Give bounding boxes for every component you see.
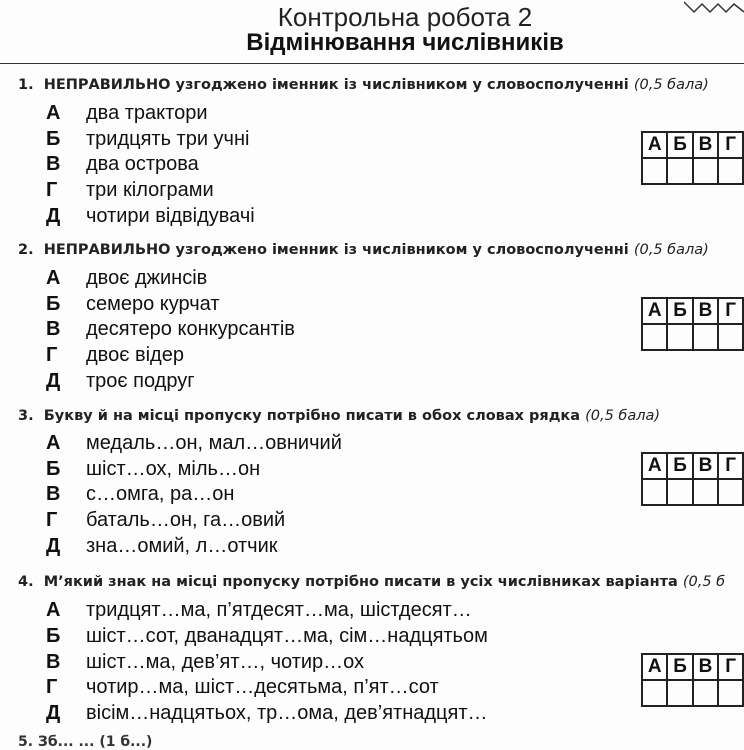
option-text: семеро курчат: [86, 293, 220, 315]
question-text: НЕПРАВИЛЬНО узгоджено іменник із числівником у словосполученні: [43, 242, 629, 258]
decorative-shape-icon: [684, 0, 744, 14]
option-letter: В: [46, 318, 61, 340]
page-subtitle: Відмінювання числівників: [246, 29, 564, 56]
answer-grid: [641, 452, 744, 506]
answer-cell-h[interactable]: [718, 324, 743, 350]
answer-cell-a[interactable]: [642, 680, 667, 706]
grid-header-b: Б: [667, 298, 692, 324]
grid-header-a: А: [642, 654, 667, 680]
option-letter: Б: [46, 458, 61, 480]
option-text: два трактори: [86, 102, 208, 124]
option-text: медаль…он, мал…овничий: [86, 432, 342, 454]
option-text: шіст…ох, міль…он: [86, 458, 261, 480]
option-letter: Б: [46, 293, 61, 315]
header-divider: [0, 63, 744, 64]
option-letter: Г: [46, 676, 58, 698]
option-letter: А: [46, 432, 61, 454]
option-text: двоє джинсів: [86, 267, 208, 289]
option-letter: А: [46, 102, 61, 124]
option-letter: Б: [46, 128, 61, 150]
question-points: (0,5 бала): [585, 408, 661, 424]
grid-header-v: В: [693, 132, 718, 158]
answer-cell-b[interactable]: [667, 680, 692, 706]
option-text: тридцять три учні: [86, 128, 250, 150]
grid-header-h: Г: [718, 453, 743, 479]
grid-header-b: Б: [667, 453, 692, 479]
option-letter: Г: [46, 344, 58, 366]
grid-header-a: А: [642, 453, 667, 479]
question-points: (0,5 бала): [633, 242, 709, 258]
question-prompt: [18, 574, 725, 590]
answer-grid: [641, 653, 744, 707]
question-prompt: [18, 408, 660, 424]
grid-header-b: Б: [667, 132, 692, 158]
answer-cell-v[interactable]: [693, 324, 718, 350]
answer-cell-b[interactable]: [667, 158, 692, 184]
option-letter: Д: [46, 702, 61, 724]
question-number: 4.: [18, 574, 34, 590]
option-text: десятеро конкурсантів: [86, 318, 295, 340]
grid-header-h: Г: [718, 132, 743, 158]
option-letter: Д: [46, 370, 61, 392]
question-prompt: [18, 242, 709, 258]
question-number: 1.: [18, 77, 34, 93]
answer-cell-v[interactable]: [693, 158, 718, 184]
answer-grid: [641, 131, 744, 185]
option-letter: Д: [46, 205, 61, 227]
option-text: вісім…надцятьох, тр…ома, дев’ятнадцят…: [86, 702, 488, 724]
option-letter: Б: [46, 625, 61, 647]
grid-header-v: В: [693, 654, 718, 680]
option-text: чотир…ма, шіст…десятьма, п’ят…сот: [86, 676, 439, 698]
answer-cell-h[interactable]: [718, 680, 743, 706]
grid-header-h: Г: [718, 298, 743, 324]
grid-header-v: В: [693, 453, 718, 479]
answer-cell-a[interactable]: [642, 324, 667, 350]
question-text: М’який знак на місці пропуску потрібно писати в усіх числівниках варіанта: [43, 574, 678, 590]
option-text: зна…омий, л…отчик: [86, 535, 278, 557]
grid-header-h: Г: [718, 654, 743, 680]
option-text: три кілограми: [86, 179, 214, 201]
option-letter: Г: [46, 179, 58, 201]
question-number: 2.: [18, 242, 34, 258]
option-letter: Г: [46, 509, 58, 531]
option-letter: А: [46, 599, 61, 621]
option-text: двоє відер: [86, 344, 184, 366]
answer-cell-h[interactable]: [718, 158, 743, 184]
question-points: (0,5 бала): [633, 77, 709, 93]
option-letter: В: [46, 153, 61, 175]
answer-cell-a[interactable]: [642, 158, 667, 184]
question-number: 3.: [18, 408, 34, 424]
answer-grid: [641, 297, 744, 351]
option-text: баталь…он, га…овий: [86, 509, 286, 531]
option-text: чотири відвідувачі: [86, 205, 255, 227]
option-letter: В: [46, 483, 61, 505]
next-question-cut-off: 5. Зб... ... (1 б...): [18, 734, 153, 750]
answer-cell-v[interactable]: [693, 479, 718, 505]
option-text: шіст…ма, дев’ят…, чотир…ох: [86, 651, 365, 673]
answer-cell-b[interactable]: [667, 479, 692, 505]
option-text: с…омга, ра…он: [86, 483, 235, 505]
question-prompt: [18, 77, 709, 93]
answer-cell-v[interactable]: [693, 680, 718, 706]
grid-header-v: В: [693, 298, 718, 324]
option-letter: А: [46, 267, 61, 289]
answer-cell-b[interactable]: [667, 324, 692, 350]
option-letter: В: [46, 651, 61, 673]
answer-cell-h[interactable]: [718, 479, 743, 505]
page-title: Контрольна робота 2: [277, 2, 533, 32]
option-text: троє подруг: [86, 370, 195, 392]
grid-header-b: Б: [667, 654, 692, 680]
grid-header-a: А: [642, 298, 667, 324]
grid-header-a: А: [642, 132, 667, 158]
option-text: два острова: [86, 153, 199, 175]
question-text: НЕПРАВИЛЬНО узгоджено іменник із числівником у словосполученні: [43, 77, 629, 93]
option-text: шіст…сот, дванадцят…ма, сім…надцятьом: [86, 625, 488, 647]
question-points: (0,5 б: [682, 574, 726, 590]
question-text: Букву й на місці пропуску потрібно писати в обох словах рядка: [43, 408, 581, 424]
option-letter: Д: [46, 535, 61, 557]
option-text: тридцят…ма, п’ятдесят…ма, шістдесят…: [86, 599, 472, 621]
answer-cell-a[interactable]: [642, 479, 667, 505]
